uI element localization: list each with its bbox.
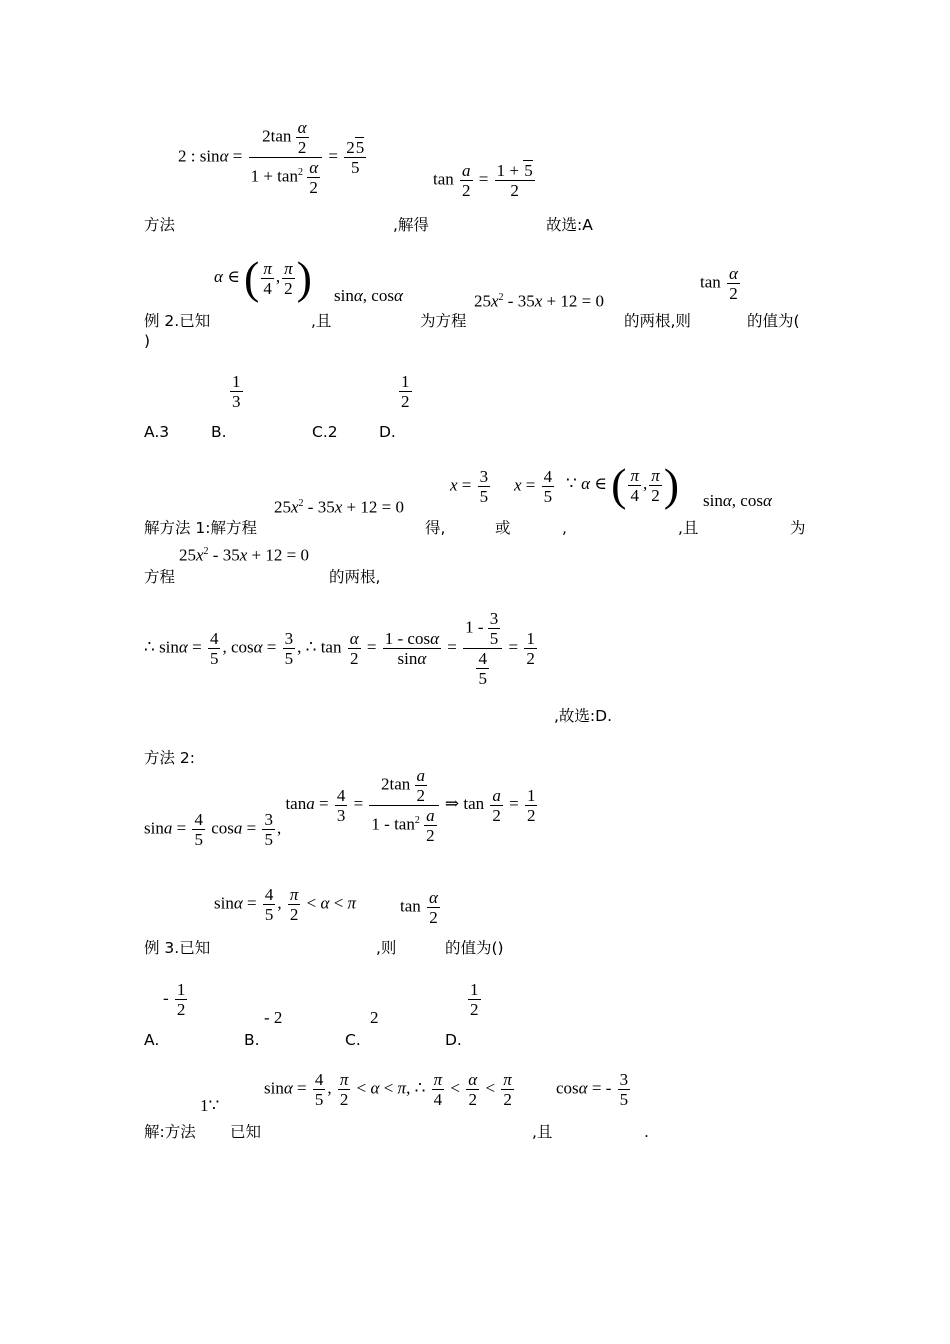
range-because: ∵ α ∈ ( $\frac{\pi}{4}$ , $\frac{\pi}{2}$ ) [566, 459, 680, 510]
choice3-a: A. [144, 1031, 160, 1049]
or-label: 或 [495, 519, 511, 537]
choice-b-value: - 2 [264, 1008, 283, 1027]
choice3-c: C. [345, 1031, 361, 1049]
range-pi4-pi2: α ∈ ( $\frac{\pi}{4}$ , $\frac{\pi}{2}$ ) [214, 252, 312, 303]
root-x2: x = $\frac{4}{5}$ [514, 467, 553, 506]
then-label: ,则 [376, 939, 397, 957]
choice-a: A.3 [144, 423, 170, 441]
solution3-label: 解:方法 [144, 1123, 196, 1141]
choice-b-fraction: $\frac{1}{3}$ [232, 372, 241, 411]
method2-heading: 方法 2: [144, 749, 196, 767]
choice3-d: D. [445, 1031, 462, 1049]
value-label: 的值为( [747, 312, 800, 330]
solution-equation-2: $25x^2 - 35x + 12 = 0$ [179, 545, 309, 565]
value-label-3: 的值为() [445, 939, 504, 957]
obtain-label: 得, [425, 519, 446, 537]
method2-formula: sina = $\frac{4}{5}$ cosa = $\frac{3}{5}$ , tana = $\frac{4}{3}$ = 2tan $\frac{a}{2}$ $1 - \tan^2$ $\frac{a}{2}$ ⇒ tan $\frac{a}{2}$ = $\frac{1}{2}$ [144, 766, 536, 849]
answer-a: 故选:A [546, 216, 593, 234]
sin-cos-roots-2: sinα, cosα [703, 491, 772, 510]
example2-label: 例 2.已知 [144, 312, 211, 330]
solution3-formula: sinα = $\frac{4}{5}$ , $\frac{\pi}{2}$ < α < π, ∴ $\frac{\pi}{4}$ < $\frac{\alpha}{2}$ < $\frac{\pi}{2}$ [264, 1070, 512, 1109]
and-label-2: ,且 [678, 519, 699, 537]
solution3-cos: cosα = - $\frac{3}{5}$ [556, 1070, 629, 1109]
equation-label: 为方程 [420, 312, 467, 330]
choice-a-value: - $\frac{1}{2}$ [163, 980, 186, 1019]
choice-d-value: $\frac{1}{2}$ [470, 980, 479, 1019]
comma-label: , [562, 519, 567, 537]
equation-label-2: 方程 [144, 568, 176, 586]
example3-label: 例 3.已知 [144, 939, 211, 957]
method1-label: 解方法 1:解方程 [144, 519, 258, 537]
formula-tan-half-angle: tan $\frac{a}{2}$ = $\frac{1 + 5}{2}$ [433, 161, 533, 200]
choice-c: C.2 [312, 423, 338, 441]
method-label: 方法 [144, 216, 176, 234]
answer-d: ,故选:D. [554, 707, 613, 725]
solve-label: ,解得 [393, 216, 429, 234]
formula-sin-half-angle: 2 : sinα = 2tan $\frac{\alpha}{2}$ $1 + \tan^2$ $\frac{\alpha}{2}$ = $\frac{25}{5}$ [178, 118, 365, 197]
known-label: 已知 [230, 1123, 262, 1141]
close-paren: ) [144, 332, 151, 350]
and-label-3: ,且 [532, 1123, 553, 1141]
quadratic-equation: $25x^2 - 35x + 12 = 0$ [474, 291, 604, 311]
root-x1: x = $\frac{3}{5}$ [450, 467, 489, 506]
choice-c-value: 2 [370, 1008, 379, 1027]
two-roots-label: 的两根,则 [624, 312, 691, 330]
solution3-prefix: 1∵ [200, 1096, 220, 1115]
choice-b: B. [211, 423, 227, 441]
choice-d: D. [379, 423, 396, 441]
example3-condition: sinα = $\frac{4}{5}$ , $\frac{\pi}{2}$ < α < π [214, 885, 357, 924]
choice-d-fraction: $\frac{1}{2}$ [401, 372, 410, 411]
and-label: ,且 [311, 312, 332, 330]
solution-equation: $25x^2 - 35x + 12 = 0$ [274, 497, 404, 517]
period-label: . [644, 1123, 649, 1141]
derivation-formula: ∴ sinα = $\frac{4}{5}$ , cosα = $\frac{3}{5}$ , ∴ tan $\frac{\alpha}{2}$ = $\frac{1 - \cos\alpha}{\sin\alpha}$ = 1 - $\frac{3}{5}$ $\frac{4}{5}$ = $\frac{1}{2}$ [144, 609, 535, 688]
tan-half-target: tan $\frac{\alpha}{2}$ [700, 264, 738, 303]
two-roots-label-2: 的两根, [329, 568, 381, 586]
example3-target: tan $\frac{\alpha}{2}$ [400, 888, 438, 927]
is-label: 为 [790, 519, 806, 537]
sin-cos-roots: sinα, cosα [334, 286, 403, 305]
choice3-b: B. [244, 1031, 260, 1049]
